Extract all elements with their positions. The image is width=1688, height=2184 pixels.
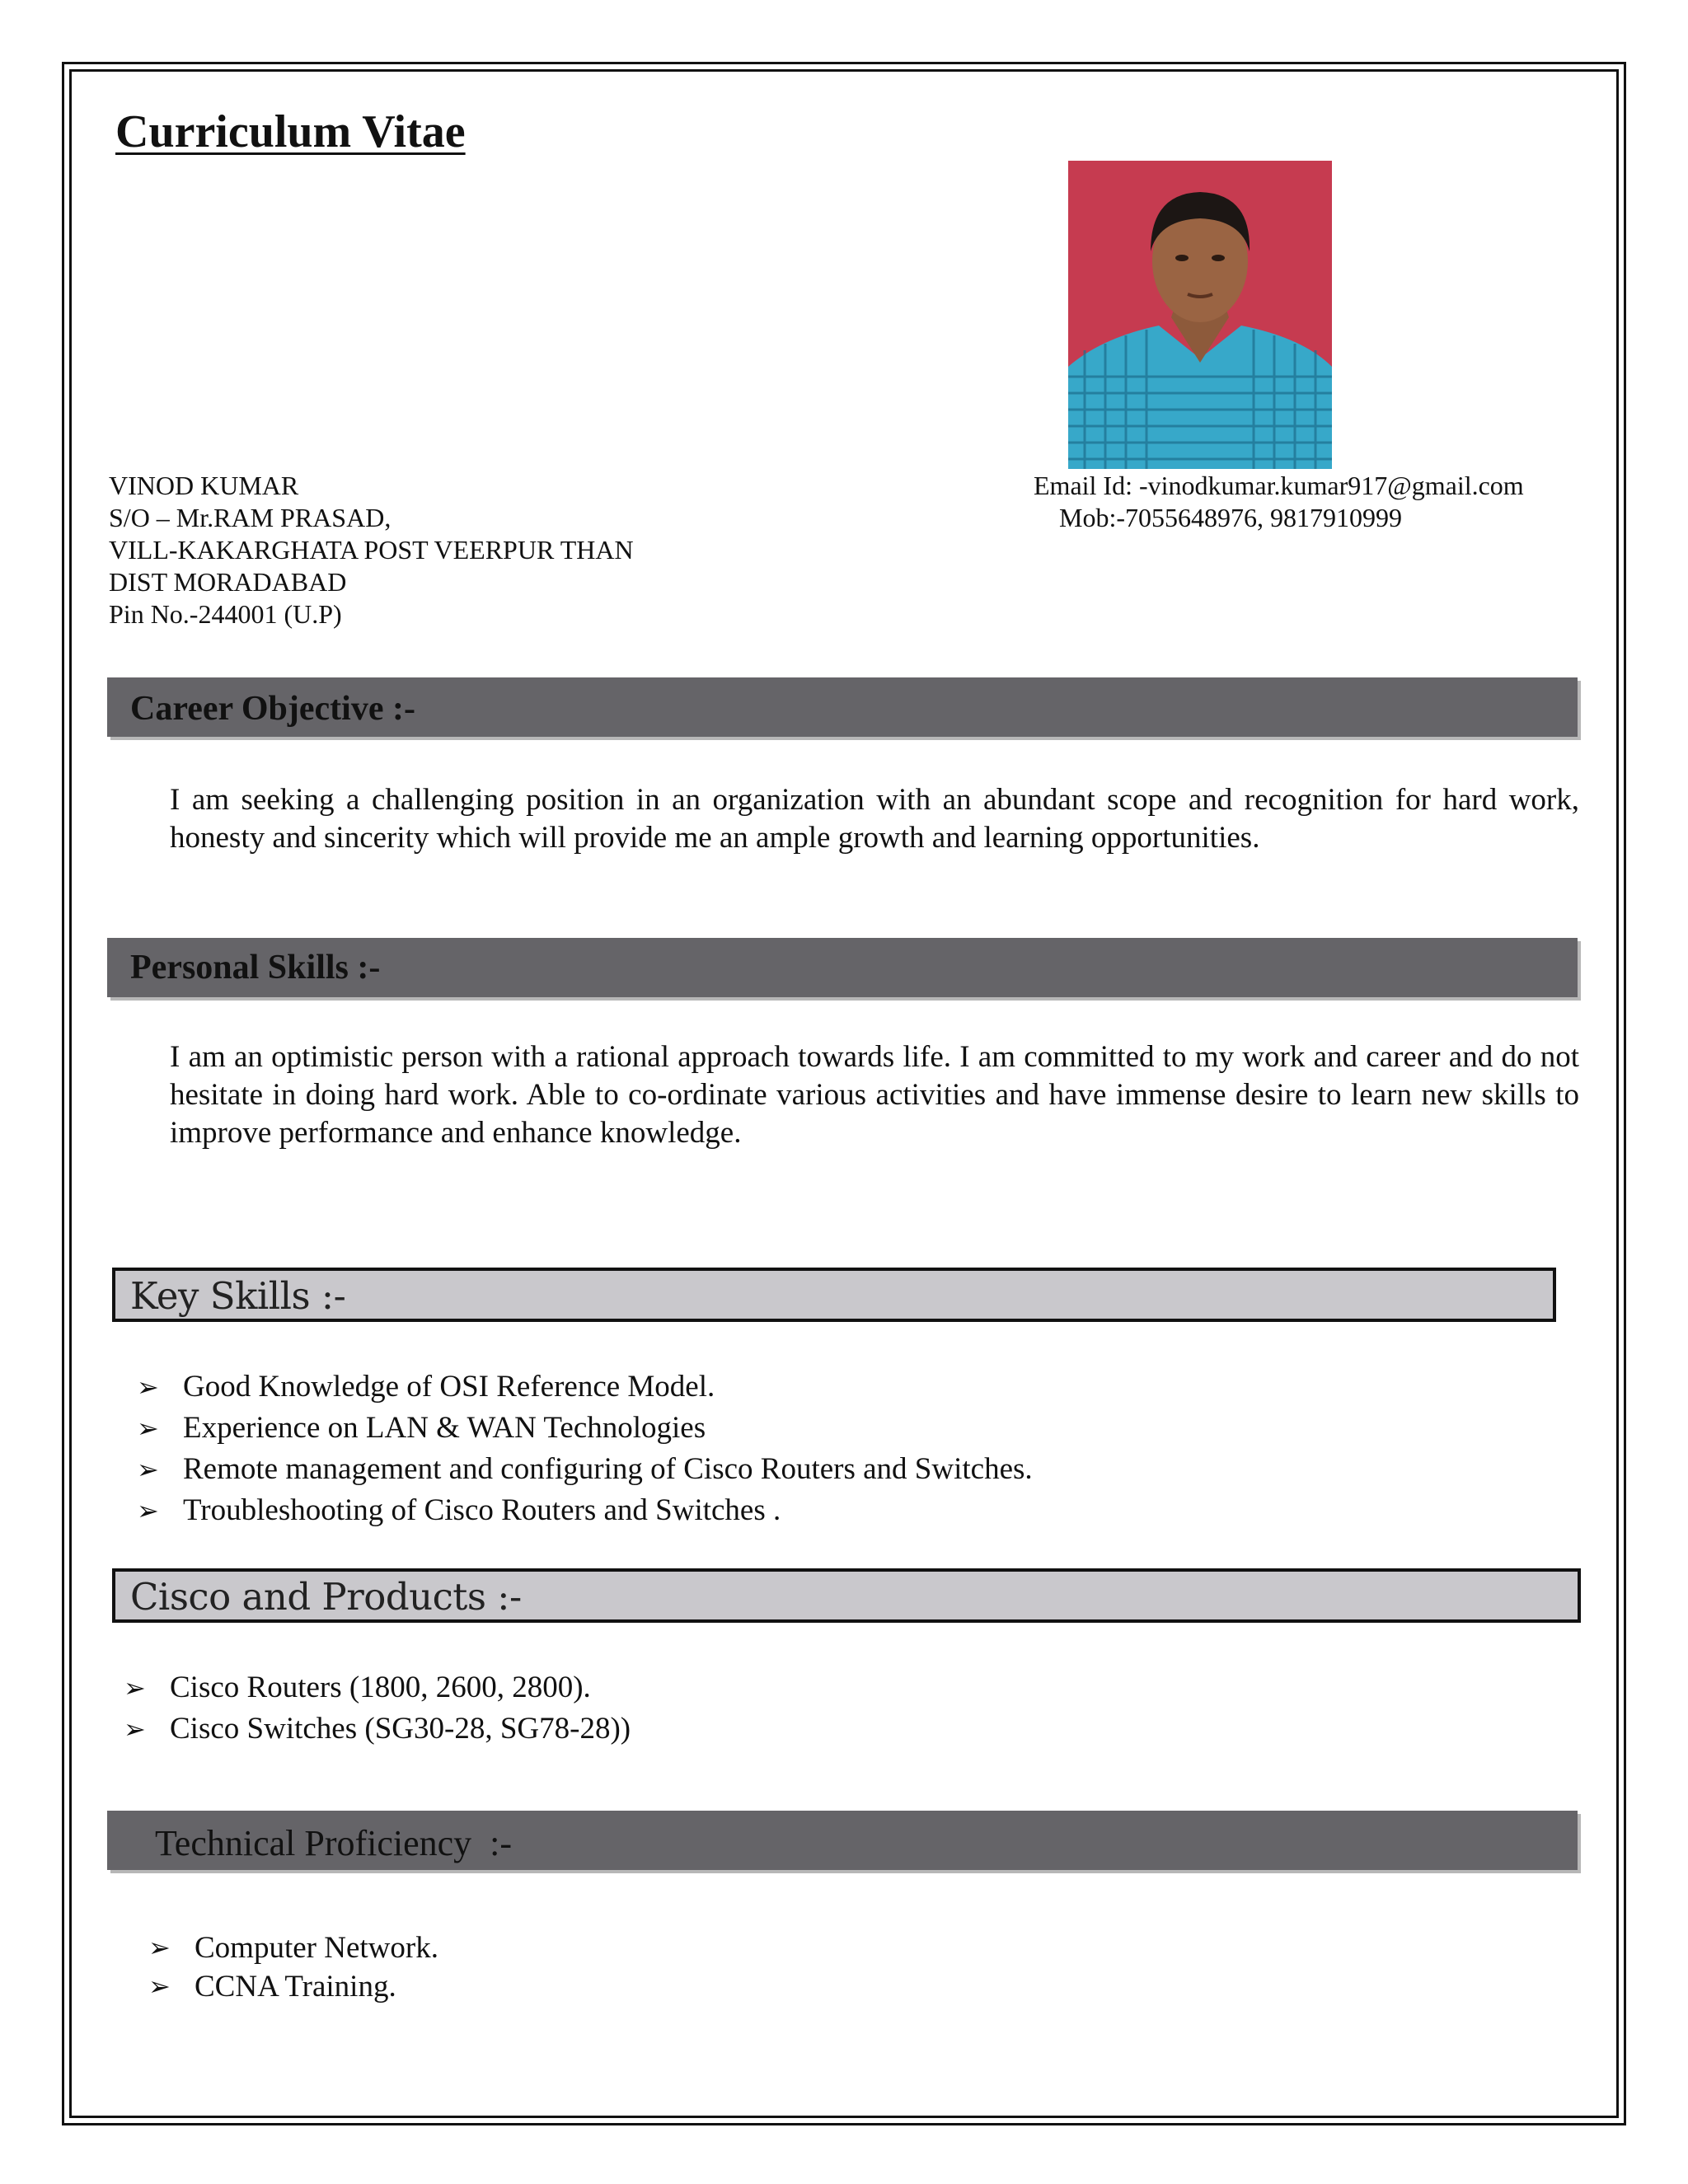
page-title: Curriculum Vitae (115, 106, 466, 157)
technical-proficiency-header (107, 1811, 1578, 1870)
personal-skills-text: I am an optimistic person with a rational approach towards life. I am committed to my work and career and do not hesitate in doing hard work. Able to co-ordinate various activities and have immense desire to learn new skills to improve performance and enhance knowledge. (170, 1040, 1579, 1150)
arrow-bullet-icon: ➢ (148, 1932, 171, 1963)
career-objective-header (107, 677, 1578, 737)
list-item: ➢ Remote management and configuring of Cisco Routers and Switches. (137, 1449, 1033, 1490)
career-objective-text: I am seeking a challenging position in an organization with an abundant scope and recognition for hard work, honesty and sincerity which will provide me an ample growth and learning opportunities. (170, 783, 1579, 855)
list-item: ➢ Cisco Switches (SG30-28, SG78-28)) (124, 1708, 631, 1750)
cisco-products-header (112, 1568, 1581, 1623)
father-name: S/O – Mr.RAM PRASAD, (109, 503, 392, 532)
list-item: ➢ Computer Network. (148, 1929, 438, 1967)
list-item: ➢ CCNA Training. (148, 1967, 438, 2006)
list-item: ➢ Experience on LAN & WAN Technologies (137, 1408, 1033, 1449)
address-block (109, 470, 634, 630)
arrow-bullet-icon: ➢ (137, 1371, 159, 1403)
arrow-bullet-icon: ➢ (137, 1454, 159, 1485)
email-address: Email Id: -vinodkumar.kumar917@gmail.com (1034, 471, 1524, 500)
key-skills-list (137, 1366, 1033, 1531)
personal-skills-header (107, 938, 1578, 997)
cisco-products-list (124, 1667, 631, 1750)
key-skills-heading: Key Skills :- (130, 1274, 346, 1318)
profile-photo (1068, 161, 1332, 469)
arrow-bullet-icon: ➢ (124, 1713, 146, 1745)
village-address: VILL-KAKARGHATA POST VEERPUR THAN (109, 535, 634, 565)
technical-proficiency-heading: Technical Proficiency :- (155, 1823, 513, 1863)
cisco-products-heading: Cisco and Products :- (130, 1575, 522, 1619)
arrow-bullet-icon: ➢ (148, 1971, 171, 2002)
career-objective-heading: Career Objective :- (130, 690, 415, 728)
list-item: ➢ Troubleshooting of Cisco Routers and Switches . (137, 1490, 1033, 1531)
arrow-bullet-icon: ➢ (124, 1672, 146, 1704)
technical-proficiency-list (148, 1929, 438, 2006)
candidate-name: VINOD KUMAR (109, 471, 299, 500)
district: DIST MORADABAD (109, 567, 347, 597)
list-item: ➢ Cisco Routers (1800, 2600, 2800). (124, 1667, 631, 1708)
pin-code: Pin No.-244001 (U.P) (109, 599, 342, 629)
list-item: ➢ Good Knowledge of OSI Reference Model. (137, 1366, 1033, 1408)
key-skills-header (112, 1268, 1556, 1322)
arrow-bullet-icon: ➢ (137, 1413, 159, 1444)
mobile-number: Mob:-7055648976, 9817910999 (1059, 503, 1402, 532)
personal-skills-heading: Personal Skills :- (130, 949, 381, 987)
arrow-bullet-icon: ➢ (137, 1495, 159, 1526)
